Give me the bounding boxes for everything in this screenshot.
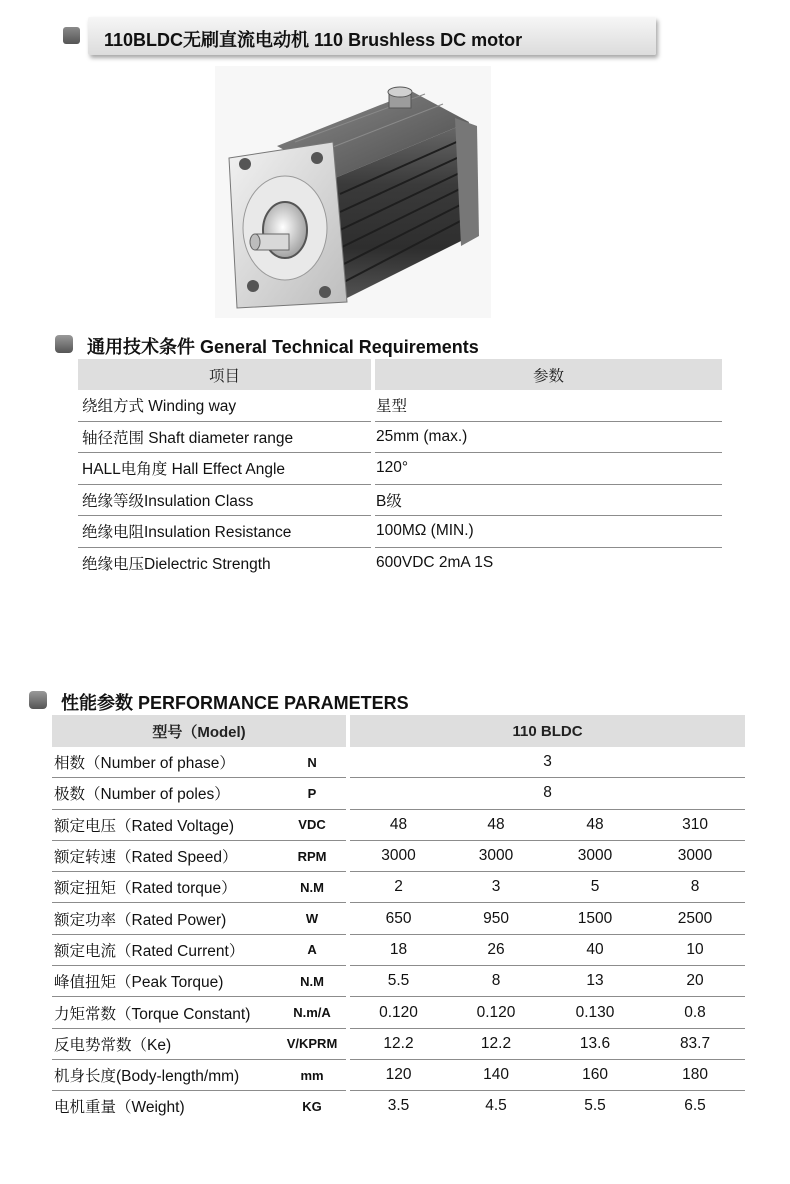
parameter-value: 8 <box>350 778 745 809</box>
parameter-value: 8 <box>447 966 545 997</box>
parameter-unit: N.M <box>278 872 346 903</box>
parameter-unit: V/KPRM <box>278 1028 346 1059</box>
parameter-unit: mm <box>278 1059 346 1090</box>
parameter-value: 180 <box>645 1059 745 1090</box>
parameter-value: 10 <box>645 934 745 965</box>
parameter-label: 额定功率（Rated Power) <box>52 903 278 934</box>
parameter-value: 8 <box>645 872 745 903</box>
parameter-label: 机身长度(Body-length/mm) <box>52 1059 278 1090</box>
parameter-value: 3000 <box>447 840 545 871</box>
parameter-value: 40 <box>545 934 645 965</box>
section-bullet-icon <box>29 691 47 709</box>
table-header-row <box>78 359 722 390</box>
parameter-unit: VDC <box>278 809 346 840</box>
table-row <box>52 872 745 903</box>
parameter-label: 额定转速（Rated Speed） <box>52 840 278 871</box>
parameter-value: 0.120 <box>350 997 447 1028</box>
requirement-value: 100MΩ (MIN.) <box>375 516 722 548</box>
parameter-unit: RPM <box>278 840 346 871</box>
title-bullet-icon <box>63 27 80 44</box>
parameter-value: 2 <box>350 872 447 903</box>
parameter-unit: KG <box>302 1098 322 1114</box>
parameter-label: 峰值扭矩（Peak Torque) <box>52 966 278 997</box>
requirement-item: 绝缘等级Insulation Class <box>78 484 371 516</box>
parameter-value: 48 <box>350 809 447 840</box>
parameter-unit: P <box>278 778 346 809</box>
parameter-unit: N.m/A <box>278 997 346 1028</box>
parameter-value: 3 <box>447 872 545 903</box>
table-row <box>52 840 745 871</box>
parameter-unit: A <box>278 934 346 965</box>
parameter-value: 950 <box>447 903 545 934</box>
parameter-value: 13 <box>545 966 645 997</box>
column-header-item: 项目 <box>78 359 371 390</box>
requirement-item: HALL电角度 Hall Effect Angle <box>78 453 371 485</box>
requirement-item: 轴径范围 Shaft diameter range <box>78 421 371 453</box>
parameter-value: 4.5 <box>485 1097 507 1115</box>
parameter-value: 160 <box>545 1059 645 1090</box>
general-requirements-table <box>78 359 722 578</box>
parameter-value: 3 <box>350 747 745 778</box>
parameter-label: 极数（Number of poles） <box>52 778 278 809</box>
parameter-value: 3000 <box>545 840 645 871</box>
table-row <box>78 421 722 453</box>
parameter-value: 13.6 <box>545 1028 645 1059</box>
parameter-value: 1500 <box>545 903 645 934</box>
parameter-unit: N <box>278 747 346 778</box>
column-header-value: 参数 <box>375 359 722 390</box>
parameter-label: 相数（Number of phase） <box>52 747 278 778</box>
parameter-value: 12.2 <box>447 1028 545 1059</box>
table-row <box>52 997 745 1028</box>
table-row <box>78 390 722 421</box>
title-banner <box>60 15 656 55</box>
table-row <box>52 903 745 934</box>
table-row <box>52 1059 745 1090</box>
table-row <box>52 1028 745 1059</box>
requirement-value: 120° <box>375 453 722 485</box>
parameter-value: 0.120 <box>447 997 545 1028</box>
parameter-value: 310 <box>645 809 745 840</box>
requirement-value: B级 <box>375 484 722 516</box>
parameter-unit: W <box>278 903 346 934</box>
parameter-value: 5.5 <box>350 966 447 997</box>
motor-image <box>215 66 491 318</box>
model-header: 型号（Model) <box>52 715 346 747</box>
parameter-value: 20 <box>645 966 745 997</box>
parameter-value: 6.5 <box>684 1097 706 1115</box>
table-row <box>78 484 722 516</box>
table-row <box>78 547 722 578</box>
parameter-value: 3000 <box>645 840 745 871</box>
table-row <box>78 453 722 485</box>
table-row <box>52 1091 745 1122</box>
parameter-label: 额定电流（Rated Current） <box>52 934 278 965</box>
parameter-value: 140 <box>447 1059 545 1090</box>
parameter-value: 83.7 <box>645 1028 745 1059</box>
parameter-value: 5.5 <box>584 1097 606 1115</box>
table-row <box>52 934 745 965</box>
table-header-row <box>52 715 745 747</box>
table-row <box>52 747 745 778</box>
requirement-value: 25mm (max.) <box>375 421 722 453</box>
requirement-value: 星型 <box>375 390 722 421</box>
requirement-item: 绝缘电阻Insulation Resistance <box>78 516 371 548</box>
parameter-value: 48 <box>545 809 645 840</box>
parameter-value: 3000 <box>350 840 447 871</box>
parameter-value: 26 <box>447 934 545 965</box>
parameter-label: 力矩常数（Torque Constant) <box>52 997 278 1028</box>
parameter-label: 反电势常数（Ke) <box>52 1028 278 1059</box>
table-row <box>52 809 745 840</box>
model-value: 110 BLDC <box>350 715 745 747</box>
parameter-value: 48 <box>447 809 545 840</box>
table-row <box>52 966 745 997</box>
requirement-value: 600VDC 2mA 1S <box>376 553 494 571</box>
page-title: 110BLDC无刷直流电动机 110 Brushless DC motor <box>104 30 523 50</box>
performance-table <box>52 715 745 1122</box>
parameter-label: 额定电压（Rated Voltage) <box>52 809 278 840</box>
requirement-item: 绝缘电压Dielectric Strength <box>82 555 271 573</box>
table-row <box>52 778 745 809</box>
parameter-value: 0.8 <box>645 997 745 1028</box>
section-bullet-icon <box>55 335 73 353</box>
title-box <box>88 17 656 55</box>
parameter-unit: N.M <box>278 966 346 997</box>
parameter-label: 额定扭矩（Rated torque） <box>52 872 278 903</box>
parameter-value: 650 <box>350 903 447 934</box>
table-row <box>78 516 722 548</box>
parameter-label: 电机重量（Weight) <box>54 1099 185 1117</box>
requirement-item: 绕组方式 Winding way <box>78 390 371 421</box>
parameter-value: 5 <box>545 872 645 903</box>
parameter-value: 2500 <box>645 903 745 934</box>
parameter-value: 12.2 <box>350 1028 447 1059</box>
parameter-value: 3.5 <box>387 1097 410 1115</box>
parameter-value: 0.130 <box>545 997 645 1028</box>
parameter-value: 18 <box>350 934 447 965</box>
parameter-value: 120 <box>350 1059 447 1090</box>
